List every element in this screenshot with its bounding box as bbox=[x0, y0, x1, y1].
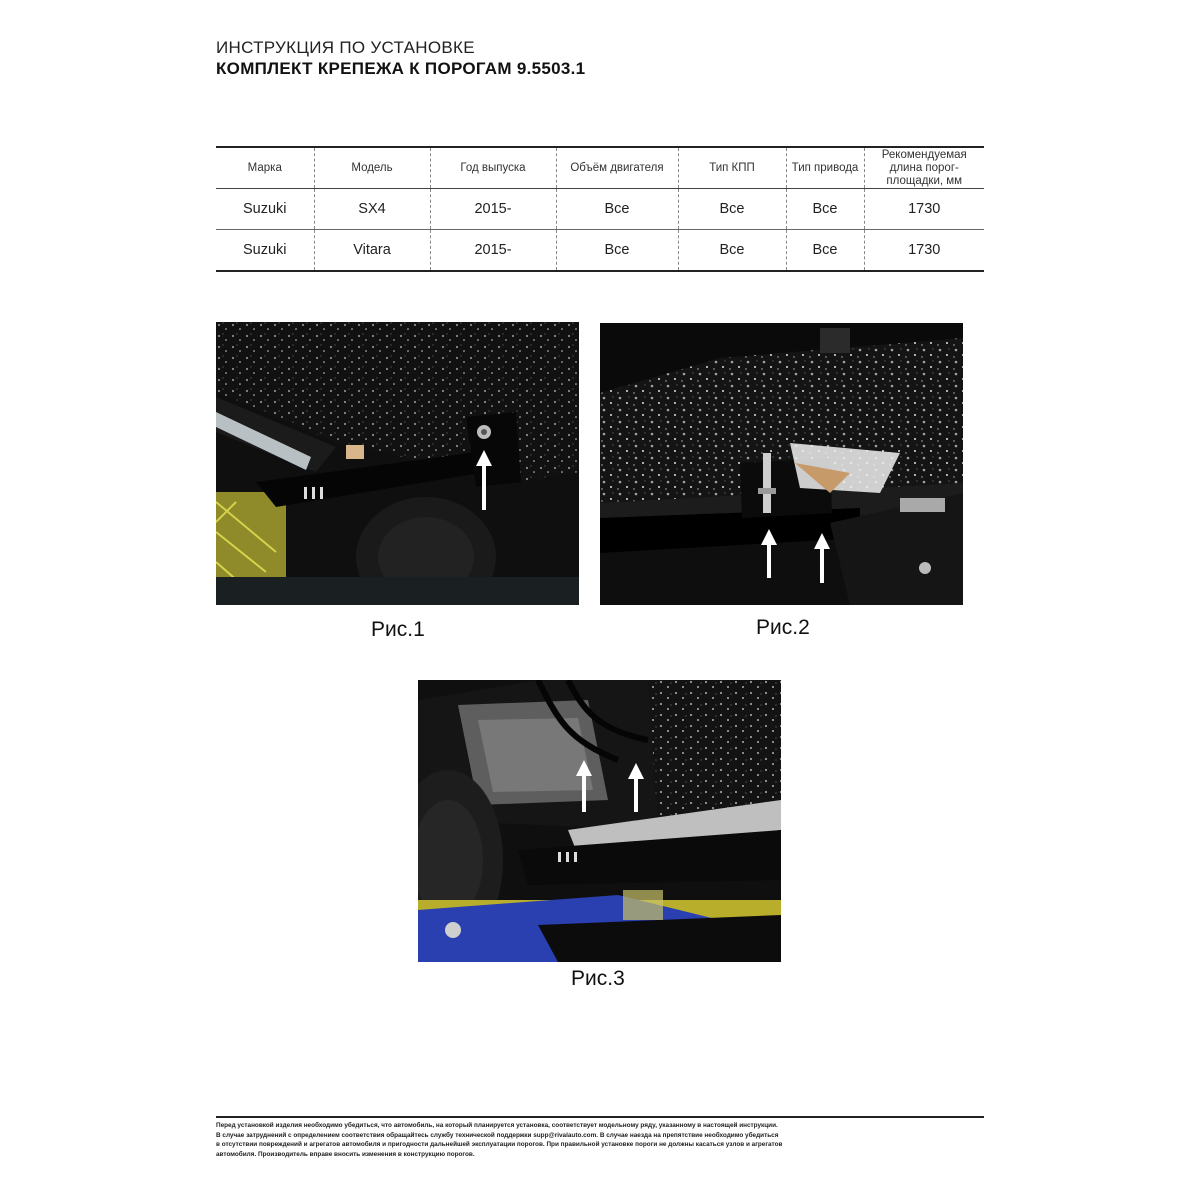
figure-2-caption: Рис.2 bbox=[756, 616, 810, 639]
table-cell: 2015- bbox=[430, 230, 556, 272]
footer-line: В случае затруднений с определением соответствия обращайтесь службу технической поддержки supp@rivalauto.com. В случае наезда на препятствие необходимо убедиться bbox=[216, 1131, 779, 1139]
column-header: Рекомендуемая длина порог-площадки, мм bbox=[864, 147, 984, 189]
footer-divider bbox=[216, 1116, 984, 1118]
table-row bbox=[216, 230, 984, 272]
table-cell: Все bbox=[556, 189, 678, 230]
table-cell: Все bbox=[678, 230, 786, 272]
footer-line: в отсутствии повреждений и агрегатов автомобиля и пригодности дальнейшей эксплуатации порогов. При правильной установке пороги не должны касаться узлов и агрегатов bbox=[216, 1141, 783, 1148]
column-header: Тип КПП bbox=[678, 147, 786, 189]
figure-2-photo bbox=[600, 323, 963, 605]
table-cell: 2015- bbox=[430, 189, 556, 230]
document-subtitle: КОМПЛЕКТ КРЕПЕЖА К ПОРОГАМ 9.5503.1 bbox=[216, 59, 586, 78]
footer-notice bbox=[216, 1121, 984, 1159]
column-header: Год выпуска bbox=[430, 147, 556, 189]
compatibility-table bbox=[216, 146, 984, 272]
figure-3-caption: Рис.3 bbox=[571, 967, 625, 990]
table-cell: Все bbox=[678, 189, 786, 230]
figure-1-caption: Рис.1 bbox=[371, 618, 425, 641]
table-cell: Все bbox=[786, 230, 864, 272]
figure-3-illustration bbox=[418, 680, 781, 962]
figure-1-photo bbox=[216, 322, 579, 605]
column-header: Модель bbox=[314, 147, 430, 189]
table-cell: Все bbox=[786, 189, 864, 230]
table-cell: Suzuki bbox=[216, 230, 314, 272]
table-cell: 1730 bbox=[864, 189, 984, 230]
table-cell: Suzuki bbox=[216, 189, 314, 230]
column-header: Марка bbox=[216, 147, 314, 189]
table-cell: Vitara bbox=[314, 230, 430, 272]
table-cell: 1730 bbox=[864, 230, 984, 272]
document-title: ИНСТРУКЦИЯ ПО УСТАНОВКЕ bbox=[216, 38, 475, 57]
figure-1-illustration bbox=[216, 322, 579, 605]
footer-line: Перед установкой изделия необходимо убедиться, что автомобиль, на который планируется установка, соответствует модельному ряду, указанному в настоящей инструкции. bbox=[216, 1122, 778, 1129]
table-cell: SX4 bbox=[314, 189, 430, 230]
table-cell: Все bbox=[556, 230, 678, 272]
footer-line: автомобиля. Производитель вправе вносить изменения в конструкцию порогов. bbox=[216, 1150, 475, 1158]
column-header: Тип привода bbox=[786, 147, 864, 189]
column-header: Объём двигателя bbox=[556, 147, 678, 189]
figure-2-illustration bbox=[600, 323, 963, 605]
figure-3-photo bbox=[418, 680, 781, 962]
table-header-row bbox=[216, 147, 984, 189]
table-row bbox=[216, 189, 984, 230]
